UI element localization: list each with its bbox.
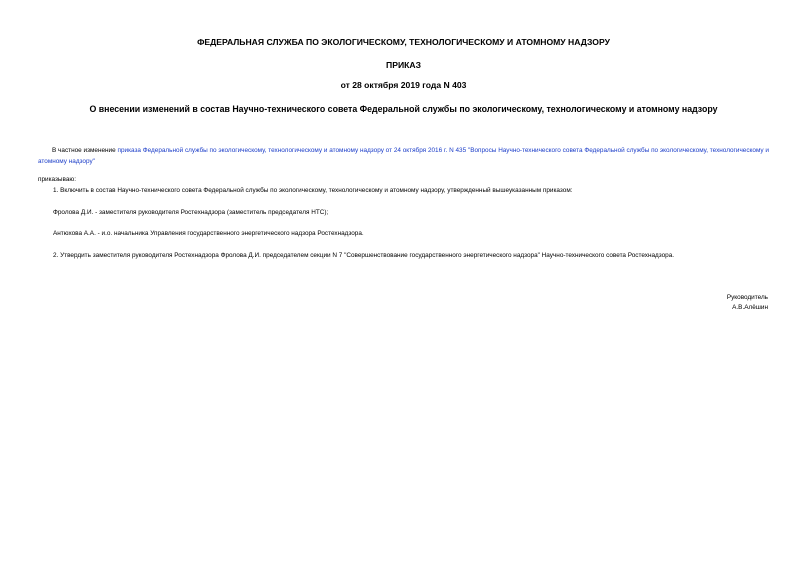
order-item-1: 1. Включить в состав Научно-технического совета Федеральной службы по экологическому, технологическому и атомному надзору, утвержденный вышеуказанным приказом: — [53, 187, 573, 194]
order-directive: приказываю: — [38, 176, 76, 183]
intro-prefix: В частное изменение — [52, 147, 118, 154]
order-item-2: 2. Утвердить заместителя руководителя Ростехнадзора Фролова Д.И. председателем секции N 7 "Совершенствование государственного энергетического надзора" Научно-технического совета Ростехнадзора. — [53, 252, 675, 259]
signatory-name: А.В.Алёшин — [732, 304, 768, 311]
council-member-1: Фролова Д.И. - заместителя руководителя Ростехнадзора (заместитель председателя НТС); — [53, 209, 329, 216]
signatory-position: Руководитель — [726, 294, 768, 301]
intro-paragraph — [38, 145, 769, 167]
document-type-heading: ПРИКАЗ — [386, 60, 421, 70]
document-date-number: от 28 октября 2019 года N 403 — [340, 80, 467, 90]
agency-heading: ФЕДЕРАЛЬНАЯ СЛУЖБА ПО ЭКОЛОГИЧЕСКОМУ, ТЕХНОЛОГИЧЕСКОМУ И АТОМНОМУ НАДЗОРУ — [197, 37, 610, 47]
referenced-order-link[interactable]: приказа Федеральной службы по экологическому, технологическому и атомному надзору от 24 октября 2016 г. N 435 "Вопросы Научно-технического совета Федеральной службы по экологическому, технологическому и атомному надзору" — [38, 147, 769, 165]
document-title: О внесении изменений в состав Научно-технического совета Федеральной службы по экологическому, технологическому и атомному надзору — [89, 104, 718, 114]
signature-block — [727, 293, 768, 313]
council-member-2: Антюхова А.А. - и.о. начальника Управления государственного энергетического надзора Ростехнадзора. — [53, 230, 364, 237]
